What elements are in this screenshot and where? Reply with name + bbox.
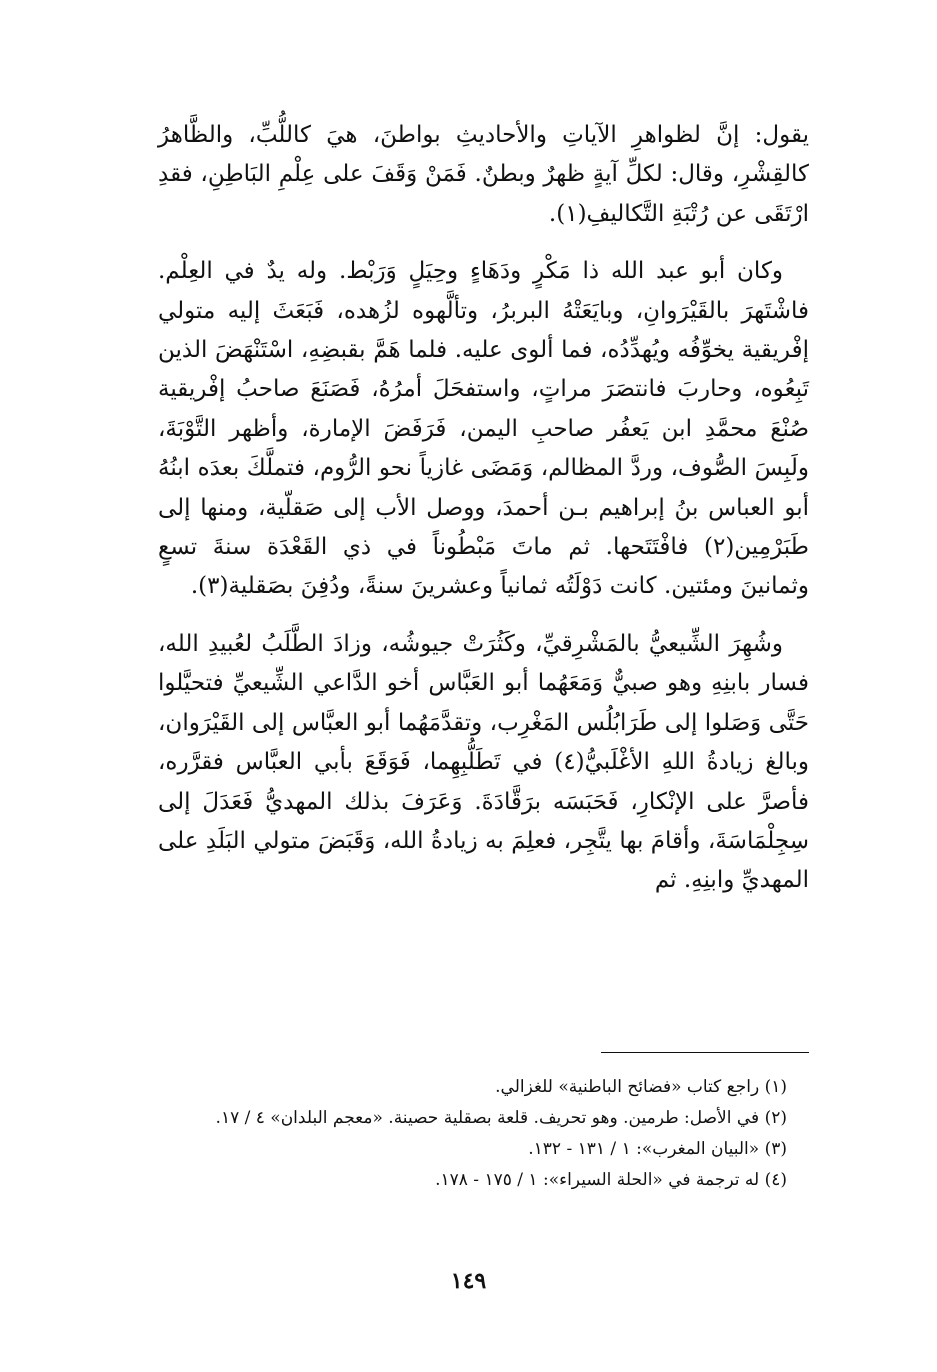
paragraph-3: وشُهِرَ الشِّيعيُّ بالمَشْرِقيِّ، وكَثُرَتْ جيوشُه، وزادَ الطَّلَبُ لعُبيدِ الله، فسار بابنِهِ وهو صبيٌّ وَمَعَهُما أبو العَبَّاس أخو الدَّاعي الشِّيعيِّ فتحيَّلوا حَتَّى وَصَلوا إلى طَرَابُلُس المَغْرِب، وتقدَّمَهُما أبو العبَّاس إلى القَيْرَوان، وبالغ زيادةُ اللهِ الأغْلَبيُّ(٤) في تَطَلُّبِهِما، فَوَقَعَ بأبي العبَّاس فقرَّره، فأصرَّ على الإنْكارِ، فَحَبَسَه برَقَّادَةَ. وَعَرَفَ بذلك المهديُّ فَعَدَلَ إلى سِجِلْمَاسَةَ، وأقامَ بها يتَّجِر، فعلِمَ به زيادةُ الله، وَقَبَضَ متولي البَلَدِ على المهديِّ وابنِهِ. ثم	[158, 630, 810, 894]
footnotes	[150, 1072, 787, 1196]
footnote-4: (٤) له ترجمة في «الحلة السيراء»: ١ / ١٧٥ - ١٧٨.	[435, 1170, 787, 1190]
footnote-2: (٢) في الأصل: طرمين. وهو تحريف. قلعة بصقلية حصينة. «معجم البلدان» ٤ / ١٧.	[215, 1108, 787, 1128]
footnote-3: (٣) «البيان المغرب»: ١ / ١٣١ - ١٣٢.	[528, 1139, 787, 1159]
page-number: ١٤٩	[450, 1268, 487, 1294]
paragraph-2: وكان أبو عبد الله ذا مَكْرٍ ودَهَاءٍ وحِيَلٍ وَرَبْط. وله يدٌ في العِلْم. فاشْتَهرَ بالقَيْرَوانِ، وبايَعَتْهُ البربرُ، وتألَّهوه لزُهده، فَبَعَثَ إليه متولي إفْريقية يخوِّفُه ويُهدِّدُه، فما ألوى عليه. فلما هَمَّ بقبضِهِ، اسْتَنْهَضَ الذين تَبِعُوه، وحاربَ فانتصَرَ مراتٍ، واستفحَلَ أمرُهُ، فَصَنَعَ صاحبُ إفْريقية صُنْعَ محمَّدِ ابن يَعفُر صاحبِ اليمن، فَرَفَضَ الإمارة، وأظهر التَّوْبَةَ، ولَبِسَ الصُّوف، وردَّ المظالم، وَمَضَى غازياً نحو الرُّوم، فتملَّكَ بعدَه ابنُهُ أبو العباس بنُ إبراهيم بـن أحمدَ، ووصل الأب إلى صَقلّية، ومنها إلى طَبَرْمِين(٢) فافْتَتَحها. ثم ماتَ مَبْطُوناً في ذي القَعْدَة سنةَ تسعٍ وثمانينَ ومئتين. كانت دَوْلَتُه ثمانياً وعشرينَ سنةً، ودُفِنَ بصَقلية(٣).	[158, 258, 809, 600]
footnote-divider	[601, 1052, 809, 1053]
footnote-1: (١) راجع كتاب «فضائح الباطنية» للغزالي.	[495, 1077, 787, 1097]
main-text	[158, 116, 809, 919]
paragraph-1: يقول: إنَّ لظواهرِ الآياتِ والأحاديثِ بواطنَ، هيَ كاللُّبِّ، والظَّاهرُ كالقِشْرِ، وقال: لكلِّ آيةٍ ظهرٌ وبطنٌ. فَمَنْ وَقَفَ على عِلْمِ البَاطِنِ، فقدِ ارْتَقَى عن رُتْبَةِ التَّكاليفِ(١).	[158, 122, 809, 227]
